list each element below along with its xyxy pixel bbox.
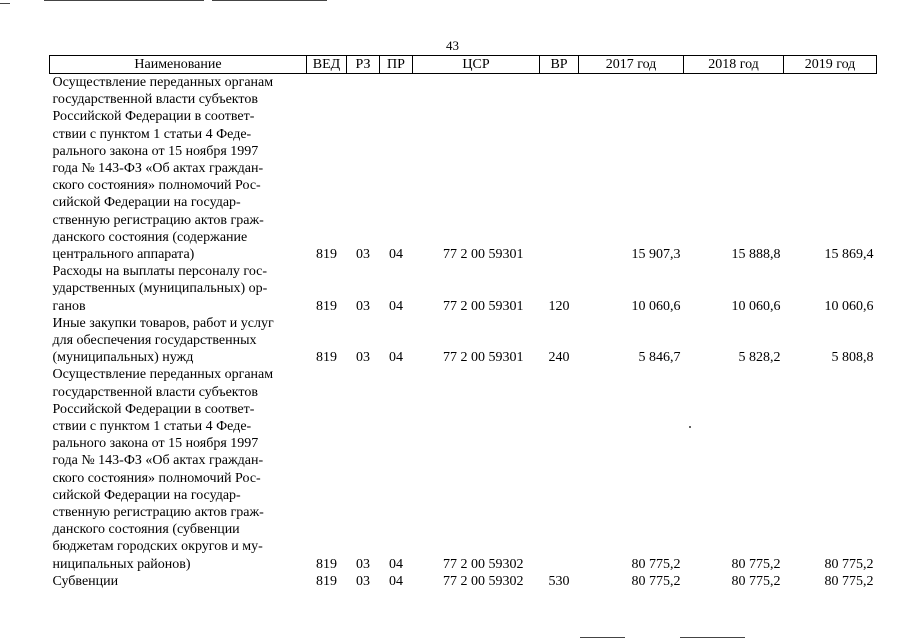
cell-vr: 530 bbox=[548, 573, 570, 589]
name-line: ского состояния» полномочий Рос- bbox=[52, 470, 261, 486]
name-line: ского состояния» полномочий Рос- bbox=[52, 178, 261, 194]
cell-name bbox=[50, 263, 307, 315]
table-row bbox=[50, 74, 877, 264]
table-header-row bbox=[50, 56, 877, 74]
cell-csr: 77 2 00 59301 bbox=[443, 298, 524, 314]
scan-edge-line bbox=[680, 637, 745, 638]
cell-2017: 10 060,6 bbox=[631, 298, 681, 314]
cell-name bbox=[50, 74, 307, 264]
cell-name bbox=[50, 573, 307, 590]
name-line: для обеспечения государственных bbox=[52, 333, 257, 349]
cell-ved: 819 bbox=[316, 573, 337, 589]
name-line: центрального аппарата) bbox=[52, 247, 195, 263]
cell-vr: 120 bbox=[548, 298, 570, 314]
name-line: данского состояния (субвенции bbox=[52, 522, 240, 538]
table-row bbox=[50, 315, 877, 367]
name-line: данского состояния (содержание bbox=[52, 229, 248, 245]
header-2018: 2018 год bbox=[684, 56, 784, 74]
cell-pr: 04 bbox=[389, 298, 403, 314]
cell-vr: 240 bbox=[548, 350, 570, 366]
header-rz: РЗ bbox=[347, 56, 380, 74]
scan-speck bbox=[689, 426, 691, 428]
name-line: государственной власти субъектов bbox=[52, 92, 258, 108]
cell-rz: 03 bbox=[356, 556, 370, 572]
name-line: бюджетам городских округов и му- bbox=[52, 539, 263, 555]
header-ved: ВЕД bbox=[307, 56, 347, 74]
cell-2018: 5 828,2 bbox=[738, 350, 781, 366]
scan-edge-line bbox=[580, 637, 625, 638]
name-line: сийской Федерации на государ- bbox=[52, 195, 241, 211]
header-2019: 2019 год bbox=[784, 56, 877, 74]
header-vr: ВР bbox=[540, 56, 579, 74]
cell-csr: 77 2 00 59302 bbox=[443, 573, 524, 589]
name-line: ганов bbox=[52, 298, 86, 314]
table-row bbox=[50, 573, 877, 590]
name-line: Российской Федерации в соответ- bbox=[52, 109, 255, 125]
scan-edge-line bbox=[0, 3, 10, 4]
cell-name bbox=[50, 315, 307, 367]
cell-2017: 15 907,3 bbox=[631, 247, 681, 263]
cell-csr: 77 2 00 59301 bbox=[443, 350, 524, 366]
cell-vr bbox=[540, 366, 579, 572]
name-line: ствии с пунктом 1 статьи 4 Феде- bbox=[52, 419, 252, 435]
cell-2017: 5 846,7 bbox=[638, 350, 681, 366]
cell-rz: 03 bbox=[356, 247, 370, 263]
cell-2017: 80 775,2 bbox=[631, 556, 681, 572]
name-line: Иные закупки товаров, работ и услуг bbox=[52, 315, 274, 331]
name-line: ударственных (муниципальных) ор- bbox=[52, 281, 268, 297]
name-line: года № 143-ФЗ «Об актах граждан- bbox=[52, 161, 264, 177]
cell-ved: 819 bbox=[316, 556, 337, 572]
cell-2018: 80 775,2 bbox=[731, 556, 781, 572]
cell-2018: 15 888,8 bbox=[731, 247, 781, 263]
cell-rz: 03 bbox=[356, 573, 370, 589]
header-csr: ЦСР bbox=[413, 56, 540, 74]
cell-2019: 80 775,2 bbox=[824, 573, 874, 589]
name-line: Российской Федерации в соответ- bbox=[52, 401, 255, 417]
cell-csr: 77 2 00 59302 bbox=[443, 556, 524, 572]
cell-rz: 03 bbox=[356, 350, 370, 366]
header-2017: 2017 год bbox=[579, 56, 684, 74]
scan-edge-line bbox=[212, 0, 327, 1]
cell-csr: 77 2 00 59301 bbox=[443, 247, 524, 263]
scan-edge-line bbox=[44, 0, 204, 1]
cell-ved: 819 bbox=[316, 247, 337, 263]
name-line: года № 143-ФЗ «Об актах граждан- bbox=[52, 453, 264, 469]
name-line: ствии с пунктом 1 статьи 4 Феде- bbox=[52, 126, 252, 142]
cell-vr bbox=[540, 74, 579, 264]
cell-rz: 03 bbox=[356, 298, 370, 314]
cell-name bbox=[50, 366, 307, 572]
budget-table bbox=[49, 55, 877, 590]
table-body bbox=[50, 74, 877, 591]
name-line: рального закона от 15 ноября 1997 bbox=[52, 436, 259, 452]
cell-2018: 80 775,2 bbox=[731, 573, 781, 589]
cell-pr: 04 bbox=[389, 556, 403, 572]
cell-2018: 10 060,6 bbox=[731, 298, 781, 314]
name-line: Осуществление переданных органам bbox=[52, 75, 274, 90]
cell-pr: 04 bbox=[389, 350, 403, 366]
name-line: государственной власти субъектов bbox=[52, 384, 258, 400]
header-name: Наименование bbox=[50, 56, 307, 74]
cell-ved: 819 bbox=[316, 350, 337, 366]
name-line: рального закона от 15 ноября 1997 bbox=[52, 143, 259, 159]
page-number: 43 bbox=[446, 38, 459, 53]
name-line: Расходы на выплаты персоналу гос- bbox=[52, 264, 268, 280]
header-pr: ПР bbox=[380, 56, 413, 74]
name-line: Субвенции bbox=[52, 573, 119, 589]
name-line: Осуществление переданных органам bbox=[52, 367, 274, 383]
name-line: ственную регистрацию актов граж- bbox=[52, 212, 264, 228]
name-line: ственную регистрацию актов граж- bbox=[52, 505, 264, 521]
name-line: ниципальных районов) bbox=[52, 556, 191, 572]
cell-2019: 15 869,4 bbox=[824, 247, 874, 263]
cell-pr: 04 bbox=[389, 573, 403, 589]
cell-ved: 819 bbox=[316, 298, 337, 314]
name-line: (муниципальных) нужд bbox=[52, 350, 194, 366]
table-row bbox=[50, 366, 877, 572]
cell-2019: 10 060,6 bbox=[824, 298, 874, 314]
cell-2019: 80 775,2 bbox=[824, 556, 874, 572]
cell-pr: 04 bbox=[389, 247, 403, 263]
name-line: сийской Федерации на государ- bbox=[52, 487, 241, 503]
cell-2017: 80 775,2 bbox=[631, 573, 681, 589]
table-row bbox=[50, 263, 877, 315]
cell-2019: 5 808,8 bbox=[831, 350, 874, 366]
